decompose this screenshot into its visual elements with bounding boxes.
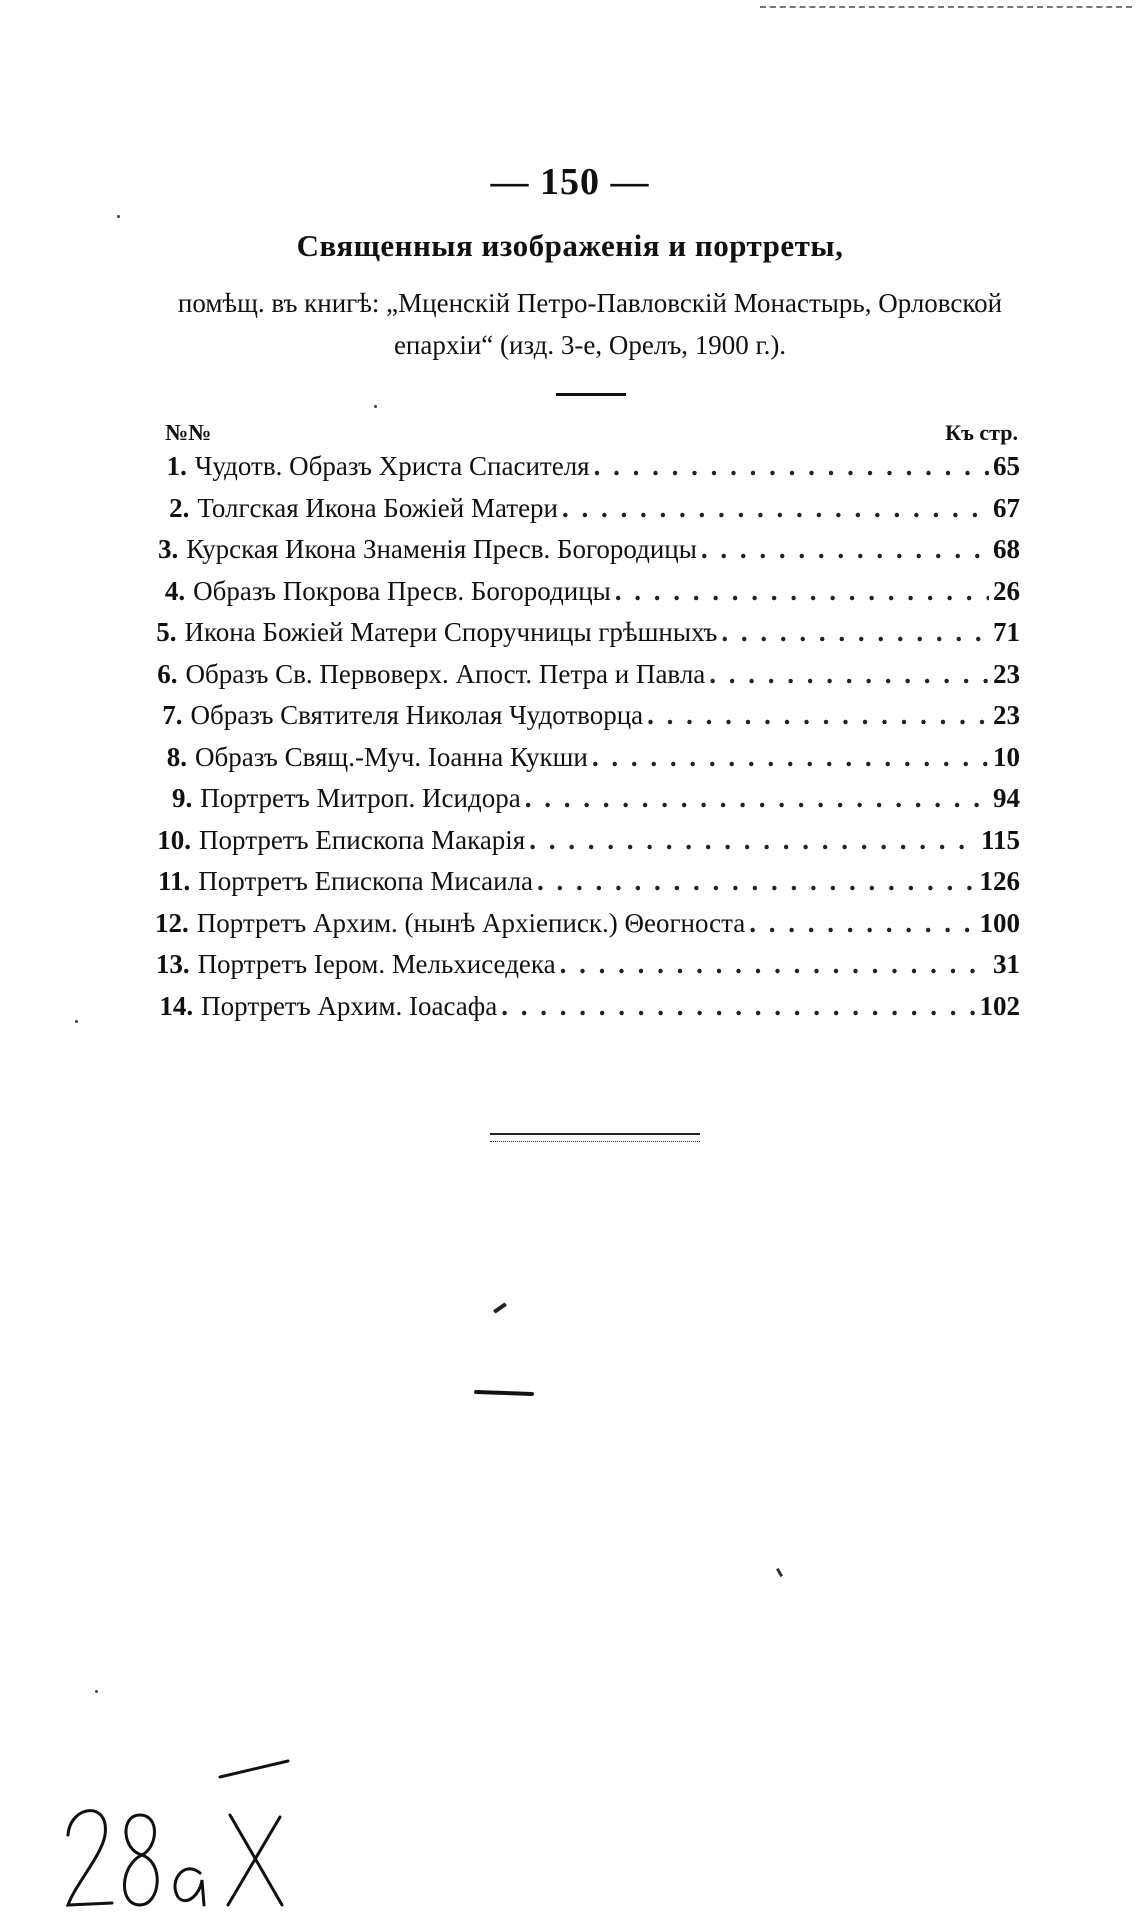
subtitle-line-2: епархіи“ (изд. 3-е, Орелъ, 1900 г.). <box>393 330 787 360</box>
entry-page: 67 <box>993 492 1020 523</box>
contents-row <box>155 825 1020 867</box>
page-number: — 150 — <box>490 161 650 203</box>
contents-row <box>155 659 1020 701</box>
entry-title: Портретъ Епископа Макарія <box>199 824 526 855</box>
paper-speck <box>117 215 120 218</box>
contents-row <box>155 783 1020 825</box>
dot-leader <box>562 493 989 524</box>
dot-leader <box>560 949 989 980</box>
ink-mark <box>493 1302 507 1313</box>
contents-row <box>155 617 1020 659</box>
entry-page: 100 <box>979 907 1020 938</box>
entry-number: 5. <box>156 617 177 647</box>
entry-page: 10 <box>993 741 1020 772</box>
end-ornament-rule <box>490 1133 700 1142</box>
entry-number: 7. <box>162 700 183 730</box>
dot-leader <box>592 742 989 773</box>
entry-page: 23 <box>993 700 1020 730</box>
entry-title: Толгская Икона Божіей Матери <box>197 492 558 523</box>
dot-leader <box>594 451 989 482</box>
entry-title: Портретъ Архим. (нынѣ Архіеписк.) Θеогноста <box>196 907 746 938</box>
dot-leader <box>525 783 987 814</box>
entry-number: 1. <box>166 451 187 481</box>
contents-row <box>155 908 1020 950</box>
entry-number: 13. <box>155 949 190 979</box>
contents-row <box>155 534 1020 576</box>
paper-speck <box>374 405 377 408</box>
subtitle-line-1: помѣщ. въ книгѣ: „Мценскій Петро-Павловскій Монастырь, Орловской <box>177 288 1003 318</box>
dot-leader <box>749 908 975 939</box>
entry-title: Икона Божіей Матери Споручницы грѣшныхъ <box>184 617 718 647</box>
entry-page: 102 <box>979 990 1020 1021</box>
entry-page: 31 <box>993 949 1020 979</box>
entry-title: Портретъ Архим. Іоасафа <box>201 990 498 1021</box>
contents-row <box>155 991 1020 1033</box>
contents-row <box>155 700 1020 742</box>
dot-leader <box>701 534 989 565</box>
contents-list <box>155 451 1020 1032</box>
entry-page: 68 <box>993 534 1020 564</box>
entry-number: 14. <box>159 990 194 1021</box>
entry-number: 11. <box>158 866 191 896</box>
entry-number: 3. <box>157 534 179 564</box>
dot-leader <box>529 825 977 856</box>
dot-leader <box>615 576 989 607</box>
entry-number: 9. <box>171 783 193 813</box>
entry-page: 71 <box>993 617 1020 647</box>
paper-speck <box>75 1020 78 1023</box>
entry-number: 4. <box>164 575 186 606</box>
entry-title: Портретъ Епископа Мисаила <box>198 866 534 896</box>
top-edge-rule <box>760 6 1132 8</box>
entry-title: Портретъ Митроп. Исидора <box>200 783 521 813</box>
handwritten-shelfmark <box>60 1755 300 1925</box>
entry-page: 65 <box>993 451 1020 481</box>
entry-page: 115 <box>980 824 1020 855</box>
column-header-numbers: №№ <box>165 420 212 445</box>
entry-page: 26 <box>993 575 1020 606</box>
entry-page: 126 <box>979 866 1020 896</box>
contents-row <box>155 576 1020 618</box>
entry-page: 23 <box>993 658 1020 689</box>
contents-row <box>155 451 1020 493</box>
dot-leader <box>647 700 989 731</box>
entry-number: 8. <box>166 741 187 772</box>
dot-leader <box>537 866 975 897</box>
entry-number: 6. <box>157 658 178 689</box>
title-divider <box>556 393 626 396</box>
entry-title: Чудотв. Образъ Христа Спасителя <box>194 451 590 481</box>
dot-leader <box>709 659 989 690</box>
section-title: Священныя изображенія и портреты, <box>296 228 844 263</box>
entry-title: Образъ Свящ.-Муч. Іоанна Кукши <box>194 741 588 772</box>
entry-number: 10. <box>157 824 192 855</box>
entry-title: Образъ Св. Первоверх. Апост. Петра и Павла <box>185 658 706 689</box>
contents-row <box>155 866 1020 908</box>
entry-page: 94 <box>993 783 1021 813</box>
dot-leader <box>501 991 975 1022</box>
contents-row <box>155 949 1020 991</box>
contents-row <box>155 742 1020 784</box>
ink-stroke <box>474 1390 534 1396</box>
entry-title: Образъ Покрова Пресв. Богородицы <box>193 575 611 606</box>
paper-speck <box>95 1690 98 1693</box>
entry-title: Образъ Святителя Николая Чудотворца <box>190 700 644 730</box>
entry-number: 2. <box>169 492 190 523</box>
contents-row <box>155 493 1020 535</box>
ink-speck <box>776 1568 783 1577</box>
column-header-pages: Къ стр. <box>945 420 1018 445</box>
dot-leader <box>721 617 989 648</box>
entry-number: 12. <box>155 907 189 938</box>
entry-title: Курская Икона Знаменія Пресв. Богородицы <box>186 534 697 564</box>
entry-title: Портретъ Іером. Мельхиседека <box>197 949 556 979</box>
